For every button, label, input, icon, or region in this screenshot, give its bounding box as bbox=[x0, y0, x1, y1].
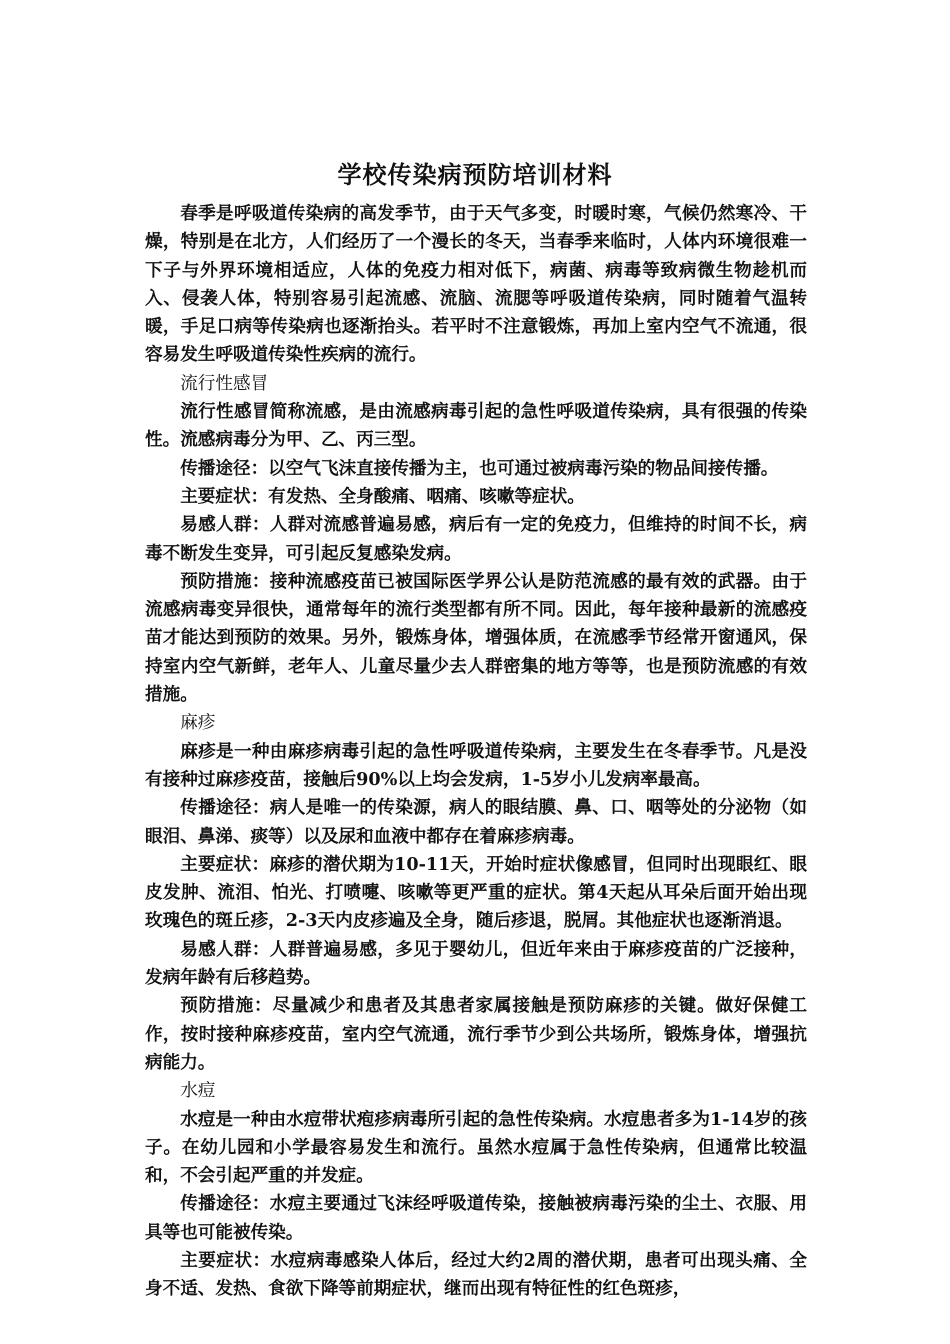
paragraph: 主要症状：水痘病毒感染人体后，经过大约2周的潜伏期，患者可出现头痛、全身不适、发热、食欲下降等前期症状，继而出现有特征性的红色斑疹， bbox=[145, 1249, 807, 1300]
paragraph: 传播途径：病人是唯一的传染源，病人的眼结膜、鼻、口、咽等处的分泌物（如眼泪、鼻涕、痰等）以及尿和血液中都存在着麻疹病毒。 bbox=[145, 797, 807, 847]
paragraph: 预防措施：接种流感疫苗已被国际医学界公认是防范流感的最有效的武器。由于流感病毒变异很快，通常每年的流行类型都有所不同。因此，每年接种最新的流感疫苗才能达到预防的效果。另外，锻炼身体，增强体质，在流感季节经常开窗通风，保持室内空气新鲜，老年人、儿童尽量少去人群密集的地方等等，也是预防流感的有效措施。 bbox=[145, 570, 807, 706]
document-body bbox=[145, 200, 807, 1304]
section-heading: 麻疹 bbox=[180, 713, 216, 734]
section-heading: 流行性感冒 bbox=[180, 373, 269, 394]
paragraph: 春季是呼吸道传染病的高发季节，由于天气多变，时暖时寒，气候仍然寒冷、干燥，特别是在北方，人们经历了一个漫长的冬天，当春季来临时，人体内环境很难一下子与外界环境相适应，人体的免疫力相对低下，病菌、病毒等致病微生物趁机而入、侵袭人体，特别容易引起流感、流脑、流腮等呼吸道传染病，同时随着气温转暖，手足口病等传染病也逐渐抬头。若平时不注意锻炼，再加上室内空气不流通，很容易发生呼吸道传染性疾病的流行。 bbox=[145, 203, 807, 366]
document-title: 学校传染病预防培训材料 bbox=[337, 160, 613, 189]
paragraph: 传播途径：水痘主要通过飞沫经呼吸道传染，接触被病毒污染的尘土、衣服、用具等也可能被传染。 bbox=[145, 1193, 807, 1243]
section-heading: 水痘 bbox=[180, 1081, 216, 1102]
paragraph: 流行性感冒简称流感，是由流感病毒引起的急性呼吸道传染病，具有很强的传染性。流感病毒分为甲、乙、丙三型。 bbox=[145, 401, 807, 451]
paragraph: 水痘是一种由水痘带状疱疹病毒所引起的急性传染病。水痘患者多为1-14岁的孩子。在幼儿园和小学最容易发生和流行。虽然水痘属于急性传染病，但通常比较温和，不会引起严重的并发症。 bbox=[145, 1108, 807, 1187]
paragraph: 预防措施：尽量减少和患者及其患者家属接触是预防麻疹的关键。做好保健工作，按时接种麻疹疫苗，室内空气流通，流行季节少到公共场所，锻炼身体，增强抗病能力。 bbox=[145, 995, 807, 1073]
paragraph: 麻疹是一种由麻疹病毒引起的急性呼吸道传染病，主要发生在冬春季节。凡是没有接种过麻疹疫苗，接触后90%以上均会发病，1-5岁小儿发病率最高。 bbox=[145, 740, 807, 790]
paragraph: 易感人群：人群普遍易感，多见于婴幼儿，但近年来由于麻疹疫苗的广泛接种，发病年龄有后移趋势。 bbox=[145, 938, 807, 989]
paragraph: 主要症状：有发热、全身酸痛、咽痛、咳嗽等症状。 bbox=[180, 485, 585, 507]
paragraph: 主要症状：麻疹的潜伏期为10-11天，开始时症状像感冒，但同时出现眼红、眼皮发肿、流泪、怕光、打喷嚏、咳嗽等更严重的症状。第4天起从耳朵后面开始出现玫瑰色的斑丘疹，2-3天内皮疹遍及全身，随后疹退，脱屑。其他症状也逐渐消退。 bbox=[145, 853, 807, 932]
paragraph: 传播途径：以空气飞沫直接传播为主，也可通过被病毒污染的物品间接传播。 bbox=[180, 457, 779, 479]
paragraph: 易感人群：人群对流感普遍易感，病后有一定的免疫力，但维持的时间不长，病毒不断发生变异，可引起反复感染发病。 bbox=[145, 514, 807, 564]
